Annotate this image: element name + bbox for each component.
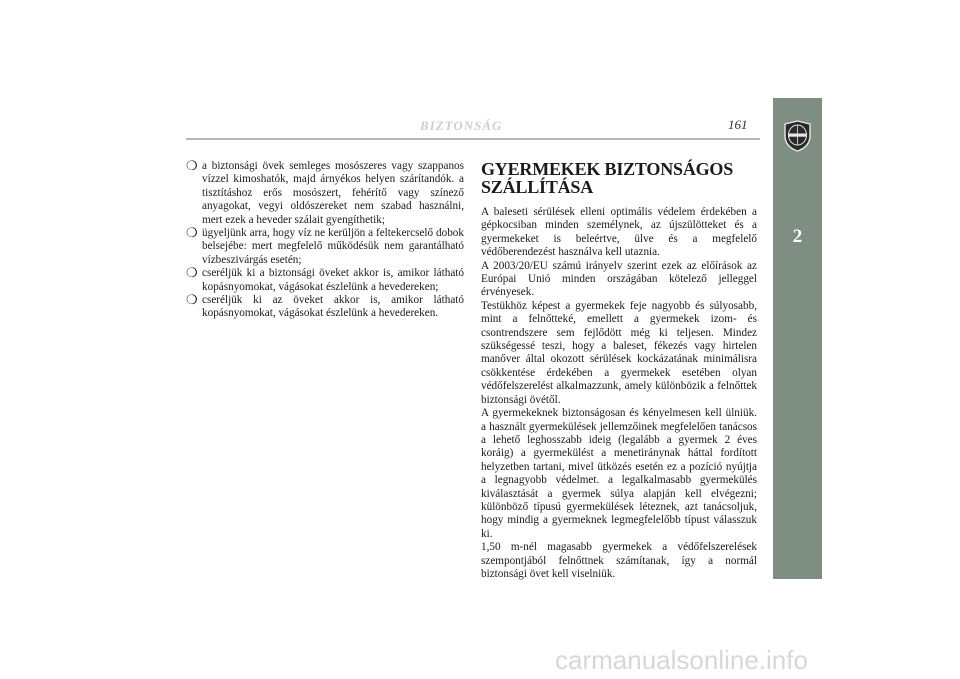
bullet-circle-icon: ❍	[186, 225, 198, 241]
paragraph: Testükhöz képest a gyermekek feje nagyobb és súlyosabb, mint a felnőtteké, emellett a gyermekek izom- és csontrendszere sem fejlődött még ki teljesen. Mindez szükségessé teszi, hogy a baleset, fékezés vagy hirtelen manőver által okozott sérülések kockázatának minimálisra csökkentése érdekében a gyermekek esetében olyan védőfelszerelést alkalmazzunk, amely különbözik a felnőttek biztonsági övétől.	[481, 299, 757, 406]
bullet-item	[186, 227, 464, 267]
header-divider	[186, 138, 760, 140]
watermark-text: carmanualsonline.info	[555, 645, 808, 675]
left-column	[186, 160, 464, 321]
paragraph: A 2003/20/EU számú irányelv szerint ezek az előírások az Európai Unió minden országában kötelező jelleggel érvényesek.	[481, 259, 757, 299]
bullet-item	[186, 294, 464, 321]
chapter-side-tab	[773, 98, 822, 579]
bullet-circle-icon: ❍	[186, 158, 198, 173]
section-header-title: BIZTONSÁG	[420, 118, 503, 133]
paragraph: A gyermekeknek biztonságosan és kényelmesen kell ülniük. a használt gyermekülések jellemzőinek megfelelően tanácsos a lehető leghosszabb ideig (legalább a gyermek 2 éves koráig) a gyermekülést a menetiránynak háttal fordított helyzetben tartani, mivel ütközés esetén ez a pozíció nyújtja a legnagyobb védelmet. a legalkalmasabb gyermekülés kiválasztását a gyermek súlya alapján kell elvégezni; különböző típusú gyermekülések léteznek, azt tanácsoljuk, hogy mindig a gyermeknek legmegfelelőbb típust válasszuk ki.	[481, 407, 757, 540]
bullet-item	[186, 267, 464, 294]
bullet-item	[186, 160, 464, 227]
bullet-text: cseréljük ki az öveket akkor is, amikor látható kopásnyomokat, vágásokat észlelünk a hevedereken.	[202, 294, 464, 320]
chapter-number: 2	[792, 226, 803, 247]
bullet-circle-icon: ❍	[186, 292, 198, 308]
bullet-text: ügyeljünk arra, hogy víz ne kerüljön a feltekercselő dobok belsejébe: mert megfelelő működésük nem garantálható vízbeszivárgás esetén;	[202, 227, 464, 266]
section-title: GYERMEKEK BIZTONSÁGOS SZÁLLÍTÁSA	[481, 159, 734, 197]
bullet-text: a biztonsági övek semleges mosószeres vagy szappanos vízzel kimoshatók, majd árnyékos helyen szárítandók. a tisztításhoz erős mosószert, fehérítő vagy színező anyagokat, vegyi oldószereket nem szabad használni, mert ezek a heveder szálait gyengíthetik;	[202, 160, 464, 226]
paragraph: 1,50 m-nél magasabb gyermekek a védőfelszerelések szempontjából felnőttnek számítanak, így a normál biztonsági övet kell viselniük.	[481, 541, 757, 580]
right-column	[481, 160, 757, 581]
bullet-circle-icon: ❍	[186, 265, 198, 281]
bullet-text: cseréljük ki a biztonsági öveket akkor is, amikor látható kopásnyomokat, vágásokat észlelünk a hevedereken;	[202, 267, 464, 293]
paragraph: A baleseti sérülések elleni optimális védelem érdekében a gépkocsiban minden személynek, az újszülötteket és a gyermekeket is beleértve, ülve és a megfelelő védőberendezést használva kell utaznia.	[481, 206, 757, 259]
page-number: 161	[728, 117, 748, 132]
lancia-shield-icon	[783, 120, 812, 152]
